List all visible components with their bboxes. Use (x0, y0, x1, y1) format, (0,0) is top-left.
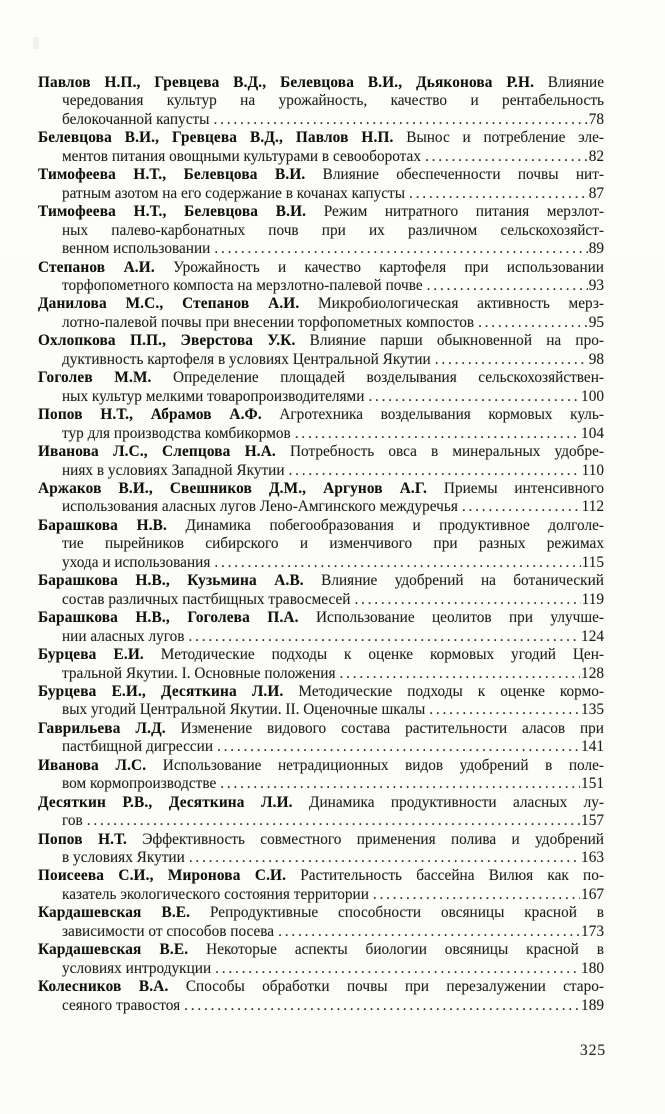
entry-page-number: 110 (581, 461, 604, 479)
entry-continuation-line: чередования культур на урожайность, качество и рентабельность (62, 92, 604, 110)
entry-last-line-text: сеяного травостоя (62, 996, 181, 1014)
entry-last-line (38, 185, 604, 203)
table-of-contents (38, 74, 604, 1015)
toc-entry (38, 683, 604, 720)
toc-entry (38, 831, 604, 868)
entry-last-line (38, 849, 604, 867)
entry-authors: Степанов А.И. (38, 258, 155, 276)
entry-first-line: Данилова М.С., Степанов А.И. Микробиологическая активность мерз- (38, 295, 604, 313)
entry-first-line: Колесников В.А. Способы обработки почвы при перезалужении старо- (38, 978, 604, 996)
entry-authors: Тимофеева Н.Т., Белевцова В.И. (38, 203, 307, 221)
entry-last-line-text: нии аласных лугов (62, 627, 185, 645)
dot-leader (409, 185, 588, 203)
entry-authors: Попов Н.Т. (38, 830, 127, 848)
entry-last-line (38, 628, 604, 646)
entry-first-line: Кардашевская В.Е. Некоторые аспекты биологии овсяницы красной в (38, 941, 605, 959)
entry-page-number: 173 (581, 922, 604, 940)
entry-authors: Кардашевская В.Е. (38, 904, 191, 922)
entry-first-line: Попов Н.Т. Эффективность совместного применения полива и удобрений (38, 830, 604, 848)
entry-authors: Барашкова Н.В., Гоголева П.А. (38, 609, 299, 627)
entry-authors: Десяткин Р.В., Десяткина Л.И. (38, 793, 293, 811)
entry-last-line (38, 997, 604, 1015)
entry-last-line-text: использования аласных лугов Лено-Амгинского междуречья (62, 498, 458, 516)
entry-first-line: Белевцова В.И., Гревцева В.Д., Павлов Н.П. Вынос и потребление эле- (38, 129, 604, 147)
entry-last-line (38, 240, 604, 258)
entry-last-line-text: ухода и использования (62, 553, 211, 571)
entry-last-line (38, 388, 604, 406)
entry-authors: Тимофеева Н.Т., Белевцова В.И. (38, 166, 306, 184)
entry-first-line: Тимофеева Н.Т., Белевцова В.И. Влияние обеспеченности почвы нит- (38, 166, 604, 184)
dot-leader (295, 425, 580, 443)
entry-authors: Иванова Л.С. (38, 756, 147, 774)
entry-authors: Бурцева Е.И. (38, 646, 144, 664)
entry-first-line: Кардашевская В.Е. Репродуктивные способности овсяницы красной в (38, 904, 604, 922)
toc-entry (38, 794, 604, 831)
dot-leader (213, 111, 587, 129)
entry-last-line-text: зависимости от способов посева (62, 922, 275, 940)
toc-entry (38, 517, 604, 572)
dot-leader (215, 960, 580, 978)
toc-entry (38, 443, 604, 480)
dot-leader (462, 498, 581, 516)
entry-last-line-text: ментов питания овощными культурами в севооборотах (62, 147, 421, 165)
entry-first-line: Степанов А.И. Урожайность и качество картофеля при использовании (38, 258, 604, 276)
entry-page-number: 95 (588, 313, 604, 331)
entry-last-line (38, 425, 604, 443)
entry-authors: Белевцова В.И., Гревцева В.Д., Павлов Н.П. (38, 129, 394, 147)
entry-last-line (38, 554, 604, 572)
dot-leader (214, 554, 580, 572)
entry-last-line-text: тральной Якутии. I. Основные положения (62, 664, 336, 682)
entry-last-line-text: ниях в условиях Западной Якутии (62, 461, 285, 479)
dot-leader (289, 462, 581, 480)
entry-last-line-text: условиях интродукции (62, 959, 212, 977)
entry-last-line (38, 775, 604, 793)
entry-page-number: 167 (581, 885, 604, 903)
entry-first-line: Павлов Н.П., Гревцева В.Д., Белевцова В.И., Дьяконова Р.Н. Влияние (38, 74, 604, 91)
entry-page-number: 98 (588, 350, 604, 368)
entry-last-line-text: состав различных пастбищных травосмесей (62, 590, 351, 608)
entry-last-line-text: гов (62, 812, 83, 830)
entry-last-line-text: торфопометного компоста на мерзлотно-палевой почве (62, 276, 423, 294)
entry-last-line (38, 498, 604, 516)
entry-page-number: 151 (581, 775, 604, 793)
entry-last-line (38, 665, 604, 683)
entry-last-line (38, 591, 604, 609)
entry-page-number: 78 (588, 110, 604, 128)
entry-last-line (38, 111, 604, 129)
entry-page-number: 135 (581, 701, 604, 719)
entry-last-line-text: пастбищной дигрессии (62, 738, 214, 756)
entry-first-line: Десяткин Р.В., Десяткина Л.И. Динамика продуктивности аласных лу- (38, 793, 604, 811)
entry-page-number: 93 (588, 276, 604, 294)
toc-entry (38, 369, 604, 406)
entry-first-line: Барашкова Н.В., Кузьмина А.В. Влияние удобрений на ботанический (38, 572, 604, 590)
entry-first-line: Барашкова Н.В. Динамика побегообразования и продуктивное долголе- (38, 516, 605, 534)
toc-entry (38, 609, 604, 646)
dot-leader (435, 351, 588, 369)
entry-last-line (38, 738, 604, 756)
entry-page-number: 163 (581, 849, 604, 867)
entry-last-line-text: дуктивность картофеля в условиях Центральной Якутии (62, 350, 431, 368)
entry-page-number: 189 (581, 996, 604, 1014)
entry-last-line (38, 351, 604, 369)
entry-first-line: Попов Н.Т., Абрамов А.Ф. Агротехника возделывания кормовых куль- (38, 406, 604, 424)
entry-last-line-text: ных культур мелкими товаропроизводителями (62, 387, 365, 405)
scan-smudge (33, 37, 39, 49)
toc-entry (38, 74, 604, 129)
entry-page-number: 87 (588, 184, 604, 202)
dot-leader (184, 997, 580, 1015)
entry-continuation-line: ных палево-карбонатных почв при их различном сельскохозяйст- (62, 221, 604, 239)
entry-page-number: 157 (581, 812, 604, 830)
toc-entry (38, 295, 604, 332)
entry-last-line (38, 812, 604, 830)
toc-entry (38, 867, 604, 904)
page-number: 325 (579, 1042, 606, 1059)
dot-leader (189, 849, 580, 867)
entry-page-number: 89 (588, 240, 604, 258)
entry-first-line: Гаврильева Л.Д. Изменение видового состава растительности аласов при (38, 719, 604, 737)
toc-entry (38, 203, 604, 258)
entry-last-line (38, 886, 604, 904)
entry-page-number: 128 (581, 664, 604, 682)
toc-entry (38, 978, 604, 1015)
dot-leader (87, 812, 580, 830)
dot-leader (220, 775, 580, 793)
toc-entry (38, 166, 604, 203)
entry-first-line: Гоголев М.М. Определение площадей возделывания сельскохозяйствен- (38, 369, 604, 387)
entry-page-number: 115 (581, 553, 604, 571)
toc-entry (38, 129, 604, 166)
toc-entry (38, 332, 604, 369)
entry-authors: Охлопкова П.П., Эверстова У.К. (38, 332, 296, 350)
entry-page-number: 100 (581, 387, 604, 405)
entry-authors: Барашкова Н.В. (38, 516, 167, 534)
entry-page-number: 180 (581, 959, 604, 977)
toc-entry (38, 480, 604, 517)
entry-first-line: Иванова Л.С. Использование нетрадиционных видов удобрений в поле- (38, 756, 604, 774)
dot-leader (189, 628, 581, 646)
entry-first-line: Аржаков В.И., Свешников Д.М., Аргунов А.Г. Приемы интенсивного (38, 479, 604, 497)
entry-authors: Барашкова Н.В., Кузьмина А.В. (38, 572, 304, 590)
dot-leader (339, 665, 580, 683)
entry-first-line: Бурцева Е.И., Десяткина Л.И. Методические подходы к оценке кормо- (38, 682, 604, 700)
entry-page-number: 124 (581, 627, 604, 645)
entry-last-line (38, 462, 604, 480)
entry-first-line: Иванова Л.С., Слепцова Н.А. Потребность овса в минеральных удобре- (38, 443, 604, 461)
entry-page-number: 82 (588, 147, 604, 165)
toc-entry (38, 259, 604, 296)
entry-page-number: 141 (581, 738, 604, 756)
dot-leader (278, 923, 580, 941)
entry-authors: Иванова Л.С., Слепцова Н.А. (38, 443, 276, 461)
entry-authors: Попов Н.Т., Абрамов А.Ф. (38, 406, 262, 424)
entry-page-number: 112 (581, 498, 604, 516)
entry-last-line (38, 314, 604, 332)
dot-leader (427, 277, 588, 295)
entry-last-line (38, 923, 604, 941)
dot-leader (429, 701, 580, 719)
entry-last-line-text: в условиях Якутии (62, 849, 185, 867)
toc-entry (38, 406, 604, 443)
entry-first-line: Охлопкова П.П., Эверстова У.К. Влияние парши обыкновенной на про- (38, 332, 604, 350)
dot-leader (354, 591, 580, 609)
entry-last-line (38, 277, 604, 295)
dot-leader (478, 314, 588, 332)
entry-last-line-text: белокочанной капусты (62, 110, 210, 128)
toc-entry (38, 757, 604, 794)
entry-last-line-text: вых угодий Центральной Якутии. II. Оценочные шкалы (62, 701, 426, 719)
entry-last-line (38, 960, 604, 978)
entry-page-number: 119 (581, 590, 604, 608)
dot-leader (214, 240, 587, 258)
dot-leader (373, 886, 580, 904)
entry-authors: Бурцева Е.И., Десяткина Л.И. (38, 682, 284, 700)
entry-authors: Кардашевская В.Е. (38, 941, 189, 959)
dot-leader (217, 738, 580, 756)
entry-first-line: Барашкова Н.В., Гоголева П.А. Использование цеолитов при улучше- (38, 609, 604, 627)
toc-entry (38, 572, 604, 609)
entry-authors: Колесников В.А. (38, 978, 169, 996)
entry-last-line-text: ратным азотом на его содержание в кочанах капусты (62, 184, 406, 202)
entry-first-line: Поисеева С.И., Миронова С.И. Растительность бассейна Вилюя как по- (38, 867, 604, 885)
entry-last-line-text: лотно-палевой почвы при внесении торфопометных компостов (62, 313, 475, 331)
entry-last-line-text: казатель экологического состояния территории (62, 885, 369, 903)
toc-entry (38, 720, 604, 757)
entry-last-line-text: венном использовании (62, 240, 211, 258)
toc-entry (38, 646, 604, 683)
entry-last-line-text: вом кормопроизводстве (62, 775, 217, 793)
entry-page-number: 104 (581, 424, 604, 442)
entry-authors: Данилова М.С., Степанов А.И. (38, 295, 300, 313)
toc-entry (38, 904, 604, 941)
entry-last-line (38, 701, 604, 719)
dot-leader (425, 148, 588, 166)
entry-first-line: Тимофеева Н.Т., Белевцова В.И. Режим нитратного питания мерзлот- (38, 203, 604, 221)
entry-last-line-text: тур для производства комбикормов (62, 424, 291, 442)
entry-continuation-line: тие пырейников сибирского и изменчивого при разных режимах (62, 535, 604, 553)
entry-authors: Павлов Н.П., Гревцева В.Д., Белевцова В.И., Дьяконова Р.Н. (38, 74, 535, 91)
entry-first-line: Бурцева Е.И. Методические подходы к оценке кормовых угодий Цен- (38, 646, 604, 664)
entry-authors: Гоголев М.М. (38, 369, 152, 387)
entry-authors: Поисеева С.И., Миронова С.И. (38, 867, 287, 885)
entry-authors: Аржаков В.И., Свешников Д.М., Аргунов А.Г. (38, 479, 428, 497)
entry-last-line (38, 148, 604, 166)
entry-authors: Гаврильева Л.Д. (38, 719, 166, 737)
toc-entry (38, 941, 604, 978)
dot-leader (368, 388, 580, 406)
